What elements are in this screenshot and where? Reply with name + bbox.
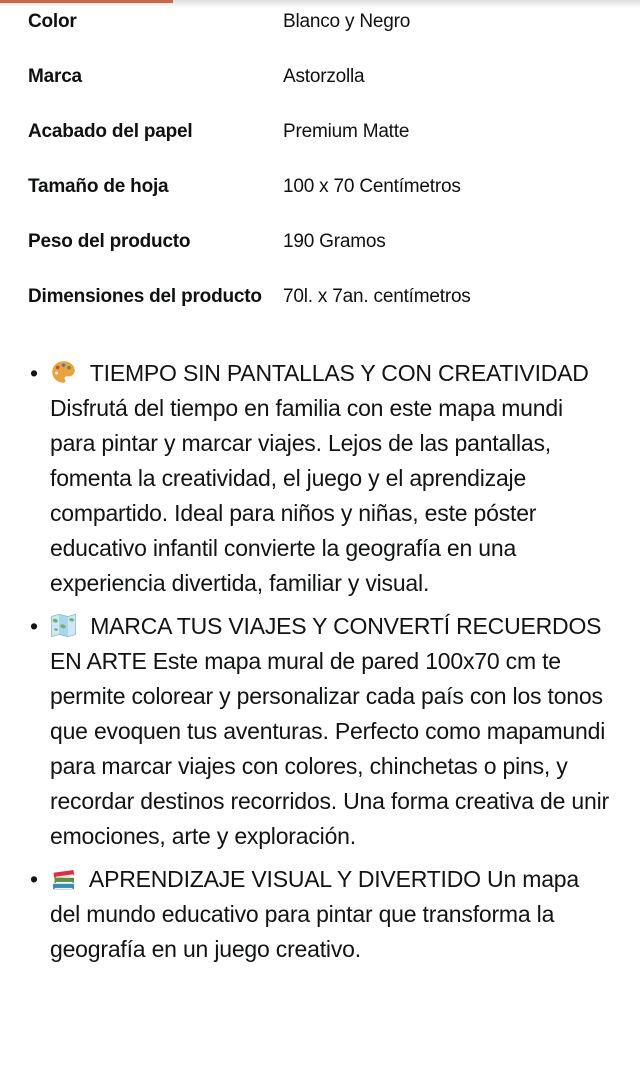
spec-value: Astorzolla [283,66,365,87]
spec-row-brand [28,59,618,95]
bullet-dot: • [30,360,38,386]
spec-row-product-weight [28,224,618,260]
spec-row-sheet-size [28,169,618,205]
spec-label: Tamaño de hoja [28,176,169,197]
bullet-text: APRENDIZAJE VISUAL Y DIVERTIDO Un mapa del mundo educativo para pintar que transforma la geografía en un juego creativo. [50,866,579,962]
spec-label: Color [28,11,77,32]
selection-accent-bar [0,0,173,3]
bullet-text: MARCA TUS VIAJES Y CONVERTÍ RECUERDOS EN ARTE Este mapa mural de pared 100x70 cm te permite colorear y personalizar cada país con los tonos que evoquen tus aventuras. Perfecto como mapamundi para marcar viajes con colores, chinchetas o pins, y recordar destinos recorridos. Una forma creativa de unir emociones, arte y exploración. [50,613,609,849]
spec-label: Dimensiones del producto [28,286,262,307]
bullet-item [0,609,640,854]
feature-bullet-list [0,356,640,975]
spec-row-color [28,4,618,40]
bullet-item [0,356,640,601]
bullet-text: TIEMPO SIN PANTALLAS Y CON CREATIVIDAD Disfrutá del tiempo en familia con este mapa mundi para pintar y marcar viajes. Lejos de las pantallas, fomenta la creatividad, el juego y el aprendizaje compartido. Ideal para niños y niñas, este póster educativo infantil convierte la geografía en una experiencia divertida, familiar y visual. [50,360,589,596]
product-spec-table [28,4,618,334]
spec-value: Blanco y Negro [283,11,411,32]
spec-value: 100 x 70 Centímetros [283,176,461,197]
spec-label: Peso del producto [28,231,191,252]
palette-icon [50,359,77,386]
bullet-item [0,862,640,967]
books-icon [50,865,77,892]
bullet-dot: • [30,866,38,892]
spec-value: 190 Gramos [283,231,386,252]
spec-label: Acabado del papel [28,121,193,142]
spec-value: Premium Matte [283,121,410,142]
spec-row-product-dimensions [28,279,618,315]
spec-label: Marca [28,66,82,87]
spec-row-paper-finish [28,114,618,150]
world-map-icon [50,612,77,639]
bullet-dot: • [30,613,38,639]
spec-value: 70l. x 7an. centímetros [283,286,471,307]
